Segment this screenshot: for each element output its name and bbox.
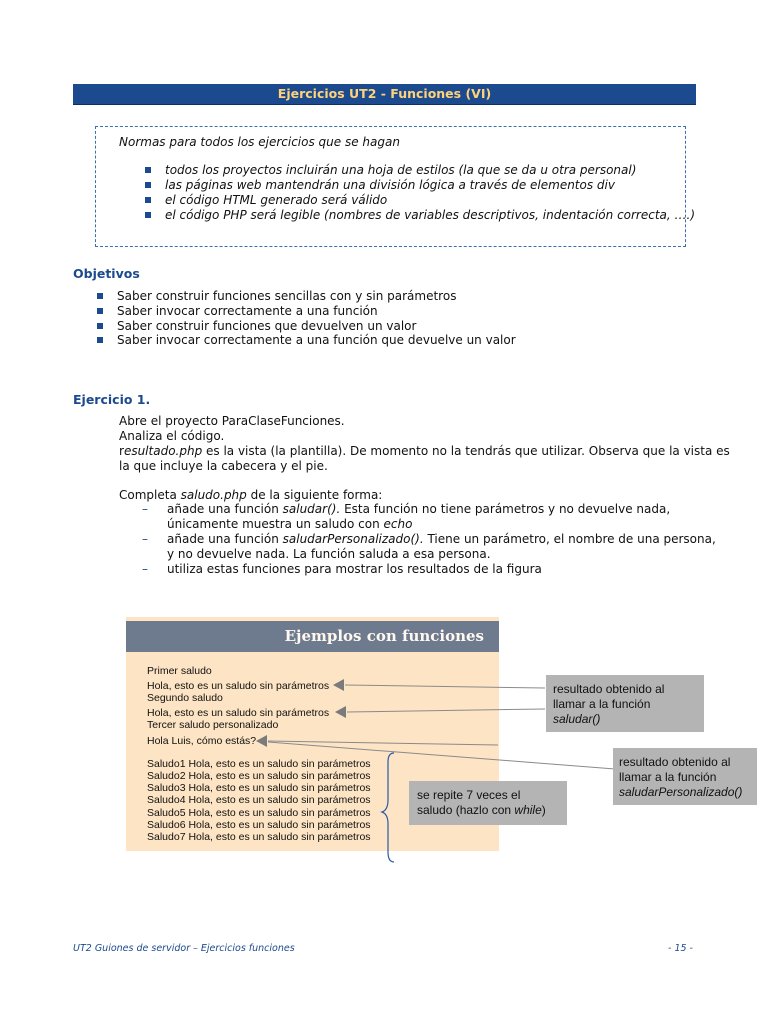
example-line: Hola, esto es un saludo sin parámetros	[147, 707, 330, 719]
arrow-left-icon	[333, 679, 344, 691]
example-line: Tercer saludo personalizado	[147, 719, 279, 731]
callout-saludar-personalizado: resultado obtenido al llamar a la función saludarPersonalizado()	[613, 748, 757, 805]
page-title: Ejercicios UT2 - Funciones (VI)	[73, 84, 696, 105]
list-item: las páginas web mantendrán una división lógica a través de elementos div	[145, 178, 695, 193]
list-item: Saber invocar correctamente a una función	[97, 304, 516, 319]
connector-line	[345, 685, 545, 688]
list-item-continuation: y no devuelve nada. La función saluda a esa persona.	[167, 547, 491, 561]
example-repeat-line: Saludo1 Hola, esto es un saludo sin parámetros	[147, 758, 371, 770]
dash-bullet-icon: –	[142, 532, 148, 546]
connector-line	[268, 742, 615, 769]
dash-bullet-icon: –	[142, 502, 148, 516]
list-item: – añade una función saludarPersonalizado(). Tiene un parámetro, el nombre de una persona,	[142, 532, 716, 546]
norms-heading: Normas para todos los ejercicios que se hagan	[119, 135, 400, 149]
footer-left: UT2 Guiones de servidor – Ejercicios funciones	[73, 943, 295, 954]
exercise-text-line: resultado.php es la vista (la plantilla). De momento no la tendrás que utilizar. Observa que la vista es	[119, 444, 730, 458]
example-line: Primer saludo	[147, 665, 212, 677]
callout-saludar: resultado obtenido al llamar a la función saludar()	[546, 675, 704, 732]
example-repeat-line: Saludo6 Hola, esto es un saludo sin parámetros	[147, 819, 371, 831]
arrow-left-icon	[335, 706, 346, 718]
example-repeat-line: Saludo3 Hola, esto es un saludo sin parámetros	[147, 782, 371, 794]
example-line: Hola, esto es un saludo sin parámetros	[147, 680, 330, 692]
list-item: – utiliza estas funciones para mostrar los resultados de la figura	[142, 562, 542, 576]
list-item: Saber construir funciones que devuelven un valor	[97, 319, 516, 334]
list-item: todos los proyectos incluirán una hoja de estilos (la que se da u otra personal)	[145, 163, 695, 178]
list-item: – añade una función saludar(). Esta función no tiene parámetros y no devuelve nada,	[142, 502, 671, 516]
list-item: el código HTML generado será válido	[145, 193, 695, 208]
exercise-heading: Ejercicio 1.	[73, 392, 151, 407]
example-line: Hola Luis, cómo estás?	[147, 735, 257, 747]
exercise-text-line: Abre el proyecto ParaClaseFunciones.	[119, 414, 345, 428]
list-item: Saber invocar correctamente a una función que devuelve un valor	[97, 333, 516, 348]
example-repeat-line: Saludo5 Hola, esto es un saludo sin parámetros	[147, 807, 371, 819]
brace-icon	[382, 753, 394, 862]
objectives-heading: Objetivos	[73, 266, 140, 281]
example-header: Ejemplos con funciones	[126, 621, 499, 652]
list-item-continuation: únicamente muestra un saludo con echo	[167, 517, 413, 531]
callout-while: se repite 7 veces el saludo (hazlo con while)	[409, 781, 567, 825]
exercise-text-line: la que incluye la cabecera y el pie.	[119, 459, 328, 473]
arrow-left-icon	[256, 735, 267, 747]
example-line: Segundo saludo	[147, 692, 223, 704]
list-item: Saber construir funciones sencillas con y sin parámetros	[97, 289, 516, 304]
page-number: - 15 -	[668, 943, 693, 954]
example-repeat-line: Saludo7 Hola, esto es un saludo sin parámetros	[147, 831, 371, 843]
example-repeat-line: Saludo4 Hola, esto es un saludo sin parámetros	[147, 794, 371, 806]
exercise-text-line: Analiza el código.	[119, 429, 225, 443]
exercise-text-line: Completa saludo.php de la siguiente forma:	[119, 488, 383, 502]
dash-bullet-icon: –	[142, 562, 148, 576]
list-item: el código PHP será legible (nombres de variables descriptivos, indentación correcta, ….)	[145, 208, 695, 223]
example-repeat-line: Saludo2 Hola, esto es un saludo sin parámetros	[147, 770, 371, 782]
connector-line	[347, 709, 545, 712]
